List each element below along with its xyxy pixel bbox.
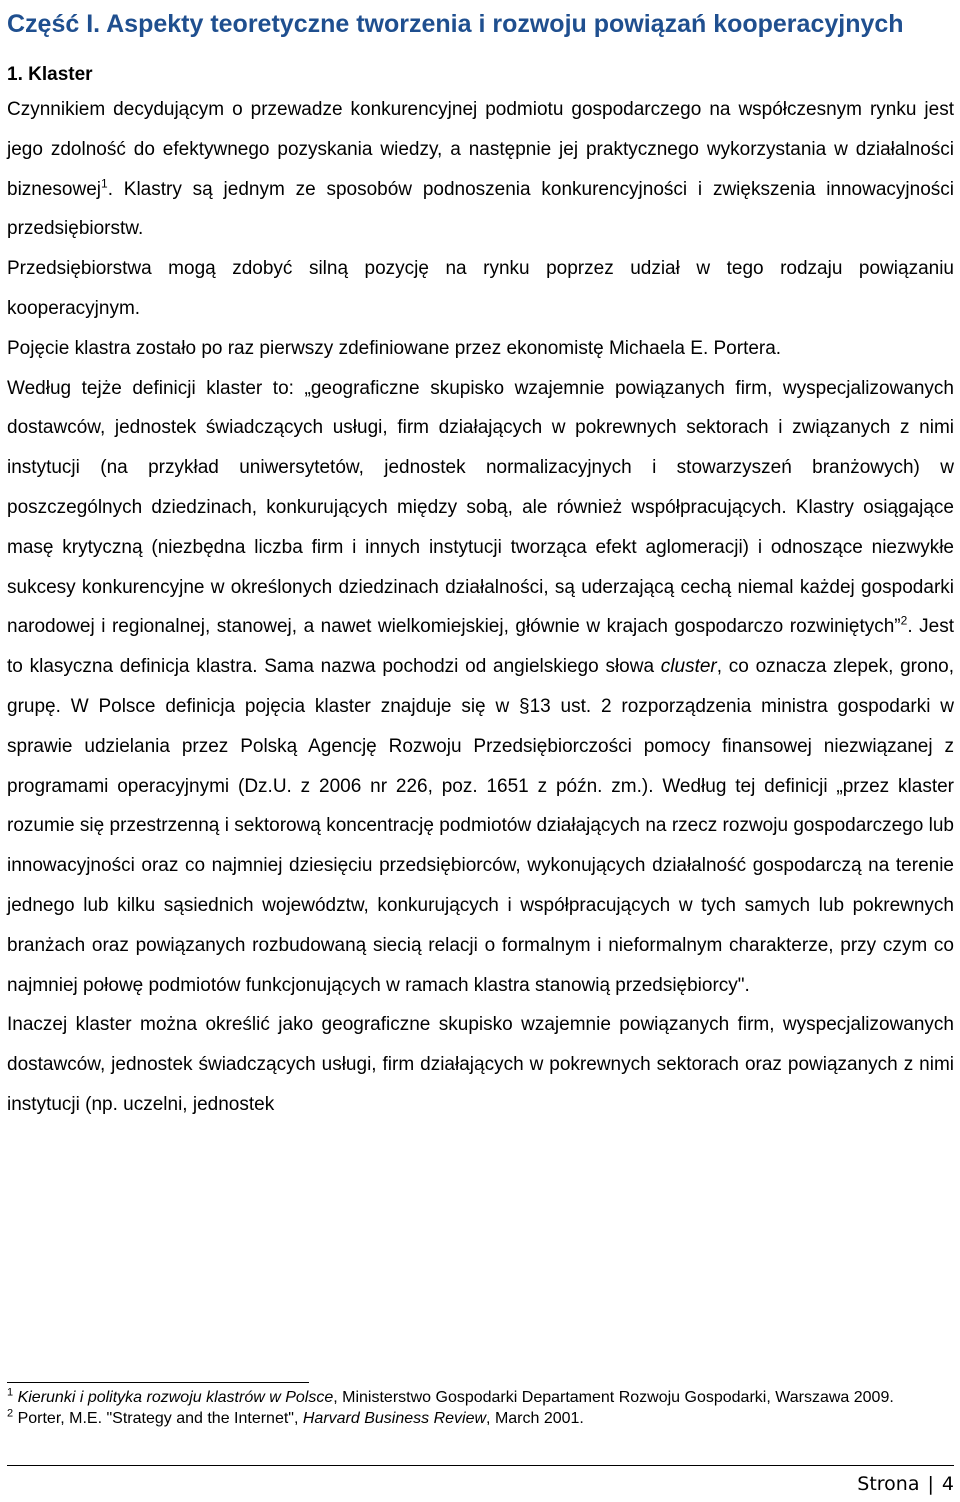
paragraph-text: . Jest to klasyczna definicja klastra. Sama nazwa pochodzi od angielskiego słowa	[7, 616, 954, 678]
footnote-separator	[7, 1382, 309, 1383]
paragraph: Pojęcie klastra zostało po raz pierwszy zdefiniowane przez ekonomistę Michaela E. Portera.	[7, 337, 782, 359]
footnote-title: Kierunki i polityka rozwoju klastrów w Polsce	[17, 1389, 334, 1406]
section-title: 1. Klaster	[7, 64, 93, 85]
footnote-mark: 2	[7, 1407, 14, 1420]
paragraph-text: Według tejże definicji klaster to: „geograficzne skupisko wzajemnie powiązanych firm, wyspecjalizowanych dostawców, jednostek świadczących usługi, firm działających w pokrewnych sektorach i związanych z nimi instytucji (na przykład uniwersytetów, jednostek normalizacyjnych i stowarzyszeń branżowych) w poszczególnych dziedzinach, konkurujących między sobą, ale również współpracujących. Klastry osiągające masę krytyczną (niezbędna liczba firm i innych instytucji tworząca efekt aglomeracji) i odnoszące niezwykłe sukcesy konkurencyjne w określonych dziedzinach działalności, są uderzającą cechą niemal każdej gospodarki narodowej i regionalnej, stanowej, a nawet wielkomiejskiej, głównie w krajach gospodarczo rozwiniętych”	[7, 377, 954, 638]
footnotes	[7, 1382, 954, 1429]
footnote	[7, 1408, 954, 1429]
paragraph	[7, 369, 954, 1006]
document-page	[7, 0, 954, 1125]
paragraph-text: , co oznacza zlepek, grono, grupę. W Polsce definicja pojęcia klaster znajduje się w §13 ust. 2 rozporządzenia ministra gospodarki w sprawie udzielania przez Polską Agencję Rozwoju Przedsiębiorczości pomocy finansowej niezwiązanej z programami operacyjnymi (Dz.U. z 2006 nr 226, poz. 1651 z późn. zm.). Według tej definicji „przez klaster rozumie się przestrzenną i sektorową koncentrację podmiotów działających na rzecz rozwoju gospodarczego lub innowacyjności oraz co najmniej dziesięciu przedsiębiorców, wykonujących działalność gospodarczą na terenie jednego lub kilku sąsiednich województw, konkurujących i współpracujących w tych samych lub pokrewnych branżach oraz powiązanych rozbudowaną siecią relacji o formalnym i nieformalnym charakterze, przy czym co najmniej połowę podmiotów funkcjonujących w ramach klastra stanowią przedsiębiorcy".	[7, 656, 954, 996]
paragraph: Przedsiębiorstwa mogą zdobyć silną pozycję na rynku poprzez udział w tego rodzaju powiązaniu kooperacyjnym.	[7, 258, 954, 319]
footnote-mark: 1	[7, 1386, 14, 1399]
page-number: 4	[941, 1473, 954, 1495]
footnote-title: Harvard Business Review	[302, 1410, 487, 1427]
page-footer	[857, 1470, 954, 1498]
paragraph	[7, 90, 954, 249]
footnote-text: , March 2001.	[486, 1410, 584, 1427]
footnote	[7, 1387, 954, 1408]
paragraph-text: . Klastry są jednym ze sposobów podnoszenia konkurencyjności i zwiększenia innowacyjności przedsiębiorstw.	[7, 178, 954, 240]
page-label: Strona	[857, 1473, 920, 1495]
footnote-text: , Ministerstwo Gospodarki Departament Rozwoju Gospodarki, Warszawa 2009.	[333, 1389, 894, 1406]
footer-separator: |	[927, 1473, 934, 1495]
paragraph-text: Czynnikiem decydującym o przewadze konkurencyjnej podmiotu gospodarczego na współczesnym rynku jest jego zdolność do efektywnego pozyskania wiedzy, a następnie jej praktycznego wykorzystania w działalności biznesowej	[7, 99, 954, 200]
italic-term: cluster	[660, 656, 717, 678]
body-text	[7, 90, 954, 1125]
footnote-ref: 1	[101, 176, 108, 191]
paragraph: Inaczej klaster można określić jako geograficzne skupisko wzajemnie powiązanych firm, wyspecjalizowanych dostawców, jednostek świadczących usługi, firm działających w pokrewnych sektorach oraz powiązanych z nimi instytucji (np. uczelni, jednostek	[7, 1014, 954, 1115]
chapter-title: Część I. Aspekty teoretyczne tworzenia i rozwoju powiązań kooperacyjnych	[7, 10, 904, 38]
footnote-ref: 2	[900, 614, 908, 629]
footnote-text: Porter, M.E. "Strategy and the Internet",	[17, 1410, 303, 1427]
footer-rule	[7, 1465, 954, 1466]
